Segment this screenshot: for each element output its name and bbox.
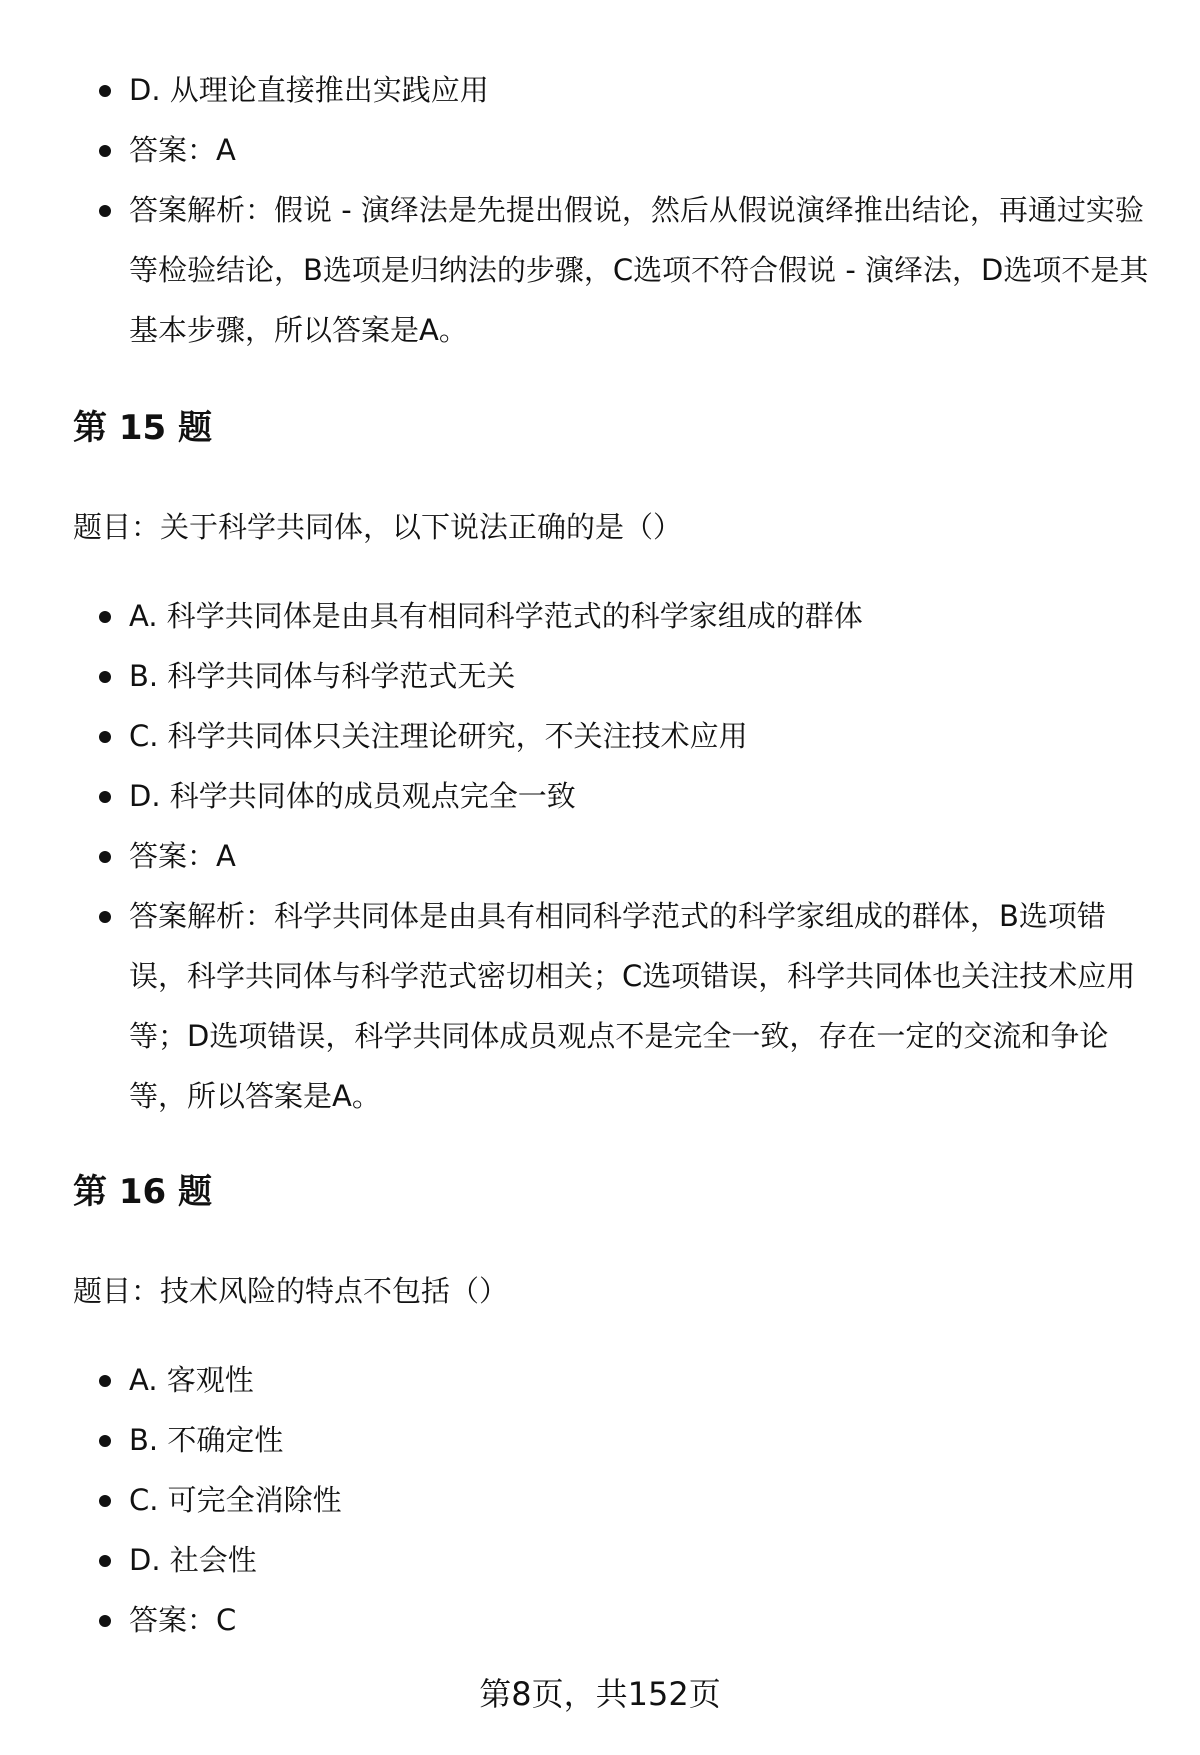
list-item-text: B. 科学共同体与科学范式无关 bbox=[129, 659, 516, 693]
question-16-text: 题目：技术风险的特点不包括（） bbox=[73, 1274, 509, 1308]
list-item-text: 答案：A bbox=[129, 839, 236, 873]
bullet-dot bbox=[99, 611, 111, 623]
bullet-dot bbox=[99, 1375, 111, 1387]
list-item-text: B. 不确定性 bbox=[129, 1423, 284, 1457]
bullet-dot bbox=[99, 911, 111, 923]
bullet-dot bbox=[99, 205, 111, 217]
list-item-text: 答案解析：科学共同体是由具有相同科学范式的科学家组成的群体，B选项错误，科学共同体与科学范式密切相关；C选项错误，科学共同体也关注技术应用等；D选项错误，科学共同体成员观点不是完全一致，存在一定的交流和争论等，所以答案是A。 bbox=[129, 899, 1136, 1113]
list-item-option-d bbox=[73, 60, 1163, 120]
list-item-text: C. 可完全消除性 bbox=[129, 1483, 342, 1517]
previous-question-tail-list bbox=[73, 60, 1163, 360]
list-item-explanation bbox=[73, 180, 1163, 360]
bullet-dot bbox=[99, 791, 111, 803]
bullet-dot bbox=[99, 1555, 111, 1567]
list-item-text: A. 科学共同体是由具有相同科学范式的科学家组成的群体 bbox=[129, 599, 863, 633]
list-item-text: C. 科学共同体只关注理论研究，不关注技术应用 bbox=[129, 719, 748, 753]
list-item-option-a bbox=[73, 1350, 1163, 1410]
bullet-dot bbox=[99, 671, 111, 683]
bullet-dot bbox=[99, 1435, 111, 1447]
question-15-text: 题目：关于科学共同体，以下说法正确的是（） bbox=[73, 510, 683, 544]
list-item-option-d bbox=[73, 1530, 1163, 1590]
list-item-text: 答案：C bbox=[129, 1603, 237, 1637]
list-item-option-c bbox=[73, 706, 1163, 766]
list-item-text: 答案：A bbox=[129, 133, 236, 167]
list-item-option-c bbox=[73, 1470, 1163, 1530]
list-item-option-d bbox=[73, 766, 1163, 826]
question-15-options-list bbox=[73, 586, 1163, 1126]
list-item-answer bbox=[73, 826, 1163, 886]
list-item-option-a bbox=[73, 586, 1163, 646]
bullet-dot bbox=[99, 731, 111, 743]
bullet-dot bbox=[99, 145, 111, 157]
list-item-answer bbox=[73, 120, 1163, 180]
list-item-text: A. 客观性 bbox=[129, 1363, 254, 1397]
list-item-text: D. 科学共同体的成员观点完全一致 bbox=[129, 779, 576, 813]
page-number-footer: 第8页，共152页 bbox=[479, 1675, 721, 1713]
question-16-heading: 第 16 题 bbox=[73, 1172, 212, 1212]
list-item-answer bbox=[73, 1590, 1163, 1650]
list-item-option-b bbox=[73, 1410, 1163, 1470]
bullet-dot bbox=[99, 851, 111, 863]
bullet-dot bbox=[99, 1615, 111, 1627]
list-item-text: 答案解析：假说 - 演绎法是先提出假说，然后从假说演绎推出结论，再通过实验等检验结论，B选项是归纳法的步骤，C选项不符合假说 - 演绎法，D选项不是其基本步骤，所以答案是A。 bbox=[129, 193, 1149, 347]
list-item-explanation bbox=[73, 886, 1163, 1126]
bullet-dot bbox=[99, 1495, 111, 1507]
list-item-text: D. 社会性 bbox=[129, 1543, 257, 1577]
list-item-option-b bbox=[73, 646, 1163, 706]
question-15-heading: 第 15 题 bbox=[73, 408, 212, 448]
list-item-text: D. 从理论直接推出实践应用 bbox=[129, 73, 489, 107]
question-16-options-list bbox=[73, 1350, 1163, 1650]
bullet-dot bbox=[99, 85, 111, 97]
